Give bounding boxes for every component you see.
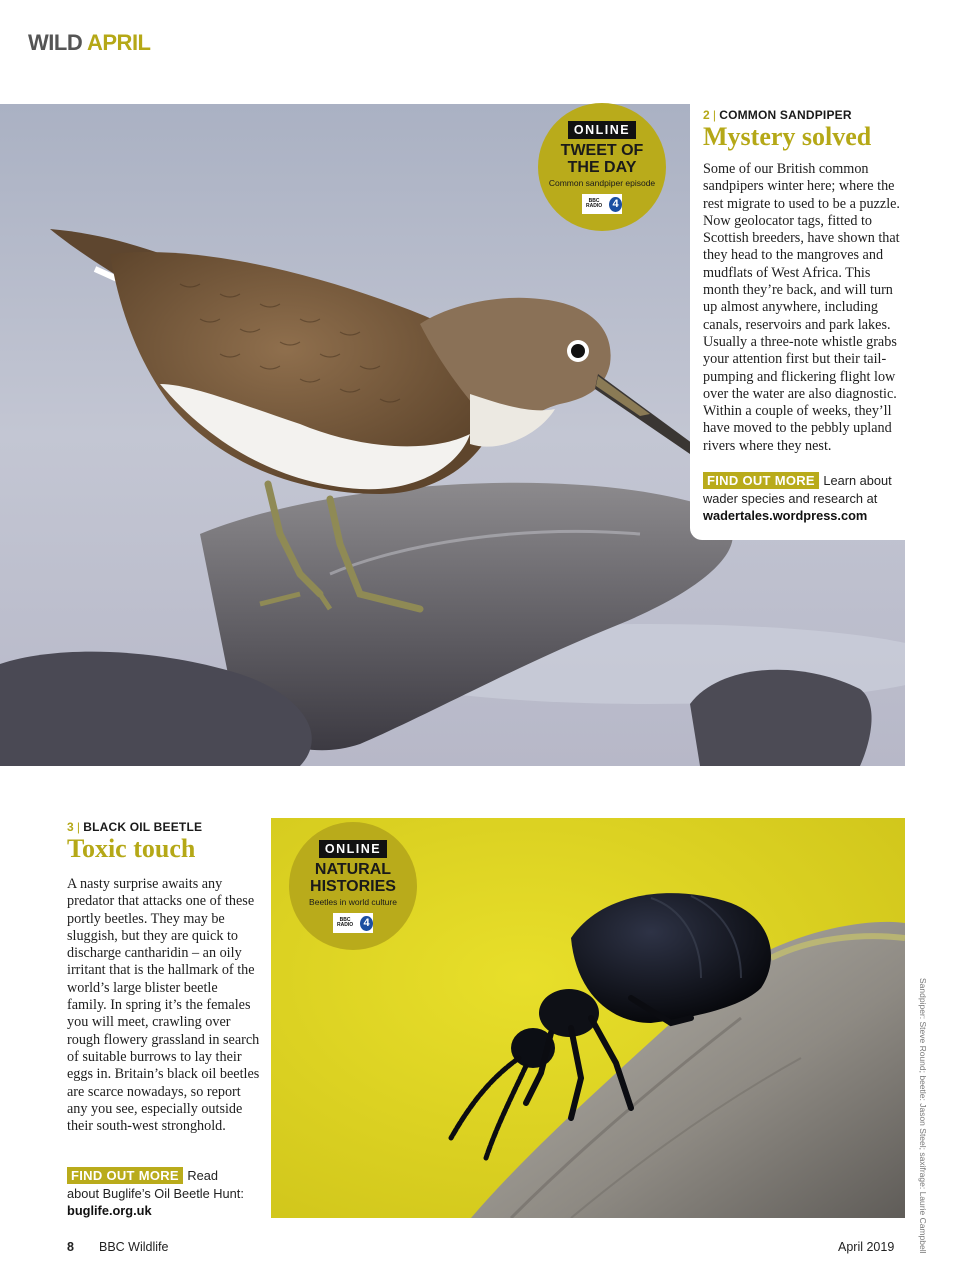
badge-title-line2: HISTORIES [310, 878, 396, 895]
radio-4-icon: 4 [609, 197, 622, 212]
article-kicker-text: COMMON SANDPIPER [719, 108, 852, 122]
article-kicker: 2 | COMMON SANDPIPER [703, 108, 852, 122]
section-month: APRIL [87, 30, 151, 55]
article-number: 2 [703, 108, 710, 122]
article-headline: Mystery solved [703, 122, 872, 151]
bbc-radio-label: BBC RADIO [586, 198, 603, 209]
sandpiper-article [690, 104, 905, 540]
article2-kicker: 3 | BLACK OIL BEETLE [67, 820, 203, 834]
online-label: ONLINE [319, 840, 387, 858]
article2-headline: Toxic touch [67, 834, 196, 863]
photo-credit [914, 978, 932, 1254]
article2-number: 3 [67, 820, 74, 834]
badge-title-line1: NATURAL [314, 861, 392, 878]
section-name: WILD [28, 30, 83, 55]
radio-4-icon: 4 [360, 916, 373, 931]
bbc-radio-label: BBC RADIO [337, 917, 354, 928]
photo-credit-text: Sandpiper: Steve Round; beetle: Jason Steel; saxifrage: Laurie Campbell [918, 978, 928, 1254]
find-out-more-text-2: about Buglife’s Oil Beetle Hunt: [67, 1186, 244, 1201]
find-out-more-label: FIND OUT MORE [703, 472, 819, 489]
badge-title-line1: TWEET OF [560, 142, 644, 159]
page-number: 8 [67, 1240, 74, 1254]
bbc-radio-4-logo [333, 913, 373, 933]
online-label: ONLINE [568, 121, 636, 139]
article-link[interactable]: wadertales.wordpress.com [703, 508, 868, 523]
article2-find-out-more [67, 1167, 252, 1218]
article2-link[interactable]: buglife.org.uk [67, 1203, 152, 1218]
article2-kicker-text: BLACK OIL BEETLE [83, 820, 203, 834]
natural-histories-badge[interactable] [289, 822, 417, 950]
find-out-more-label: FIND OUT MORE [67, 1167, 183, 1184]
article-body: Some of our British common sandpipers winter here; where the rest migrate to used to be a puzzle. Now geolocator tags, fitted to Scottish breeders, have shown that they head to the mangroves and mudflats of West Africa. This month they’re back, and will turn up almost anywhere, including canals, reservoirs and park lakes. Usually a three-note whistle grabs your attention first but their tail-pumping and flickering flight low over the water are also diagnostic. Within a couple of weeks, they’ll have moved to the pebbly upland rivers where they nest. [703, 161, 900, 454]
badge-subtitle: Common sandpiper episode [548, 178, 656, 188]
badge-title-line2: THE DAY [567, 159, 637, 176]
issue-date: April 2019 [838, 1240, 895, 1254]
article2-body: A nasty surprise awaits any predator that attacks one of these portly beetles. They may be sluggish, but they are quick to discharge cantharidin – an oily irritant that is the hallmark of the world’s large blister beetle family. In spring it’s the females you will meet, crawling over rough flowery grassland in search of suitable burrows to lay their eggs in. Britain’s black oil beetles are scarce nowadays, so report any you see, especially outside their south-west stronghold. [67, 876, 260, 1135]
tweet-of-the-day-badge[interactable] [538, 103, 666, 231]
find-out-more-text: Learn about wader species and research at [703, 473, 892, 506]
find-out-more-block [703, 472, 908, 523]
badge-subtitle: Beetles in world culture [309, 897, 397, 907]
magazine-name: BBC Wildlife [99, 1240, 169, 1254]
bbc-radio-4-logo [582, 194, 622, 214]
section-title [28, 30, 151, 56]
find-out-more-text: Read [187, 1168, 218, 1183]
